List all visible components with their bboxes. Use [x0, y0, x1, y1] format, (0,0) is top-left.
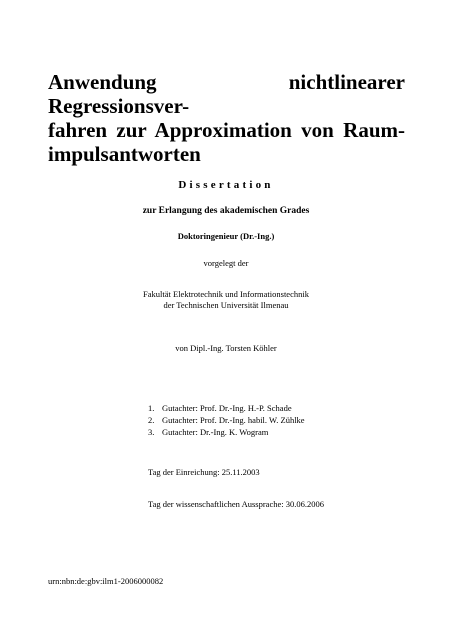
reviewer-text: Gutachter: Dr.-Ing. K. Wogram [162, 427, 269, 437]
reviewer-text: Gutachter: Prof. Dr.-Ing. habil. W. Zühlke [162, 415, 305, 425]
reviewer-item [148, 402, 305, 414]
reviewer-number: 2. [148, 415, 155, 425]
submitted-to-label: vorgelegt der [203, 258, 249, 268]
urn-identifier: urn:nbn:de:gbv:ilm1-2006000082 [48, 576, 164, 586]
reviewer-number: 1. [148, 403, 155, 413]
title-line-2: fahren zur Approximation von Raum- [48, 118, 405, 142]
title-line-3: impulsantworten [48, 142, 201, 166]
academic-degree: Doktoringenieur (Dr.-Ing.) [177, 231, 275, 241]
reviewer-text: Gutachter: Prof. Dr.-Ing. H.-P. Schade [162, 403, 292, 413]
defense-date: Tag der wissenschaftlichen Aussprache: 30.06.2006 [148, 499, 324, 509]
author-name: von Dipl.-Ing. Torsten Köhler [175, 343, 277, 353]
document-type: Dissertation [178, 179, 274, 191]
reviewer-item [148, 414, 305, 426]
title-line-1: Anwendung nichtlinearer Regressionsver- [48, 70, 405, 118]
submission-date: Tag der Einreichung: 25.11.2003 [148, 467, 260, 477]
reviewer-number: 3. [148, 427, 155, 437]
degree-purpose: zur Erlangung des akademischen Grades [142, 206, 310, 216]
reviewer-list [148, 402, 305, 438]
faculty-line-1: Fakultät Elektrotechnik und Informationstechnik [143, 289, 309, 299]
dissertation-title [48, 70, 405, 166]
faculty-line-2: der Technischen Universität Ilmenau [163, 300, 289, 310]
reviewer-item [148, 426, 305, 438]
